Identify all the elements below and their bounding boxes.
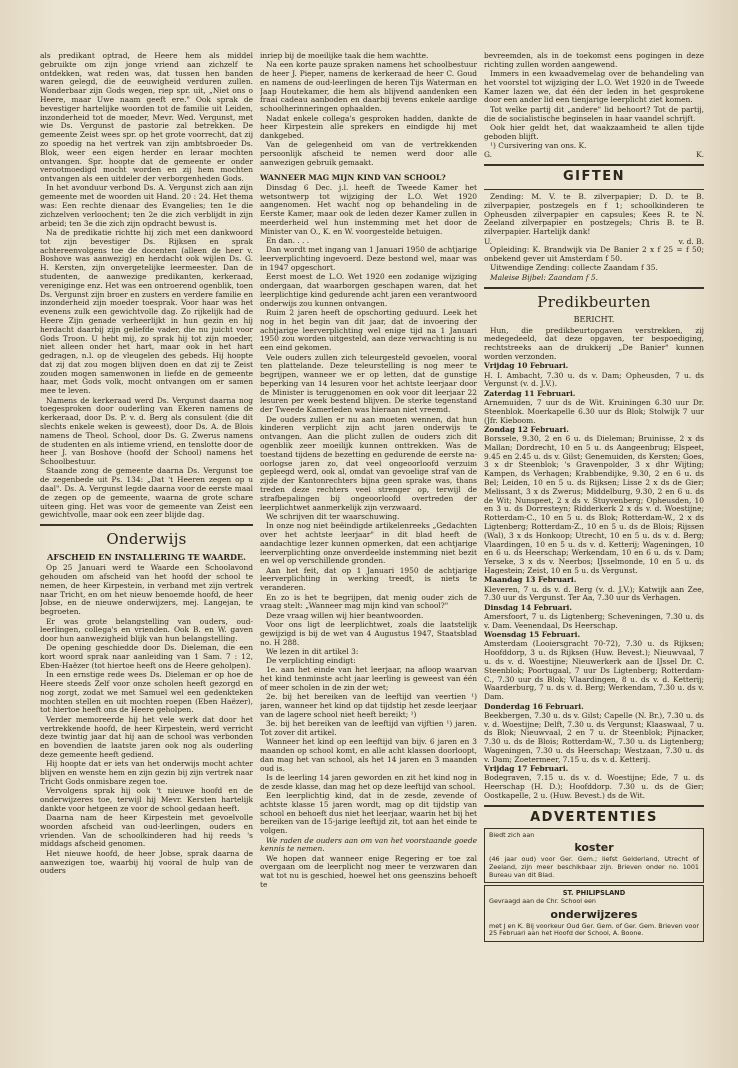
bericht-title: BERICHT. xyxy=(573,314,615,324)
paragraph: bevreemden, als in de toekomst eens pogingen in deze richting zullen worden aangewend. xyxy=(484,52,704,69)
paragraph: In een ernstige rede wees Ds. Dieleman er op hoe de Heere steeds Zelf voor onze scholen heeft gezorgd en nog zorgt, zodat we met Samuel wel een gedenkteken mochten stellen en uit mochten roepen (Eben Haëzer), tot hiertoe heeft ons de Heere geholpen. xyxy=(40,670,253,715)
paragraph: Bodegraven, 7.15 u. ds v. d. Woestijne; Ede, 7 u. ds Heerschap (H. D.); Hoofddorp. 7.30 u. ds de Gier; Oostkapelle, 2 u. (Huw. Bevest.) ds de Wit. xyxy=(484,773,704,800)
paragraph: Hij hoopte dat er iets van het onderwijs mocht achter blijven en wenste hem en zijn gezin bij zijn vertrek naar Tricht Gods onmisbare zegen toe. xyxy=(40,759,253,786)
advertenties-title: ADVERTENTIES xyxy=(530,809,658,825)
paragraph: Een leerplichtig kind, dat in de zesde, zevende of achtste klasse 15 jaren wordt, mag op dit tijdstip van school en behoeft dus niet het leerjaar, waarin het bij het bereiken van de 15-jarige leeftijd zit, tot aan het einde te volgen. xyxy=(260,791,477,836)
paragraph: 3e. bij het bereiken van de leeftijd van vijftien ¹) jaren. Tot zover dit artikel. xyxy=(260,719,477,737)
day-heading: Donderdag 16 Februari. xyxy=(484,701,584,711)
ad-body: met J en K. Bij voorkeur Oud Ger. Gem. of Ger. Gem. Brieven voor 25 Februari aan het Hoofd der School, A. Boone. xyxy=(489,921,699,938)
paragraph: En zo is het te begrijpen, dat menig ouder zich de vraag stelt: „Wanneer mag mijn kind van school?" xyxy=(260,592,477,611)
paragraph: Dinsdag 6 Dec. j.l. heeft de Tweede Kamer het wetsontwerp tot wijziging der L.O. Wet 1920 aangenomen. Het wacht nog op behandeling in de Eerste Kamer, maar ook de leden dezer Kamer zullen in meerderheid wel hun instemming met het door de Minister van O., K. en W. voorgestelde betuigen. xyxy=(260,182,477,236)
paragraph: Tot welke partij dit „andere" lid behoort? Tot de partij, die de socialistische beginselen in haar vaandel schrijft. xyxy=(484,104,704,123)
paragraph: Op 25 Januari werd te Waarde een Schoolavond gehouden om afscheid van het hoofd der school te nemen, de heer Kirpestein, in verband met zijn vertrek naar Tricht, en om het nieuw benoemde hoofd, de heer Jobse, en de nieuwe onderwijzers, mej. Langejan, te begroeten. xyxy=(40,563,253,617)
signature-right: v. d. B. xyxy=(678,236,704,246)
ad-intro: Biedt zich aan xyxy=(489,830,535,839)
paragraph: Nadat enkele collega's gesproken hadden, dankte de heer Kirpestein alle sprekers en eindigde hij met dankgebed. xyxy=(260,113,477,141)
divider xyxy=(484,164,704,166)
paragraph: De verplichting eindigt: xyxy=(266,656,356,666)
paragraph: Het nieuwe hoofd, de heer Jobse, sprak daarna de aanwezigen toe, waarbij hij vooral de hulp van de ouders xyxy=(40,848,253,876)
day-heading: Zondag 12 Februari. xyxy=(484,424,569,434)
day-heading: Maandag 13 Februari. xyxy=(484,575,577,585)
paragraph: Verder memoreerde hij het vele werk dat door het vertrekkende hoofd, de heer Kirpestein, werd verricht deze twintig jaar dat hij aan de school was verbonden en bovendien de laatste jaren ook nog als ouderling deze gemeente heeft gediend. xyxy=(40,714,253,759)
paragraph: als predikant optrad, de Heere hem als middel gebruikte om zijn jonge vriend aan zichzelf te ontdekken, wat reden was, dat tussen hen banden waren gelegd, die de eeuwigheid verduren zullen. Wonderbaar zijn Gods wegen, riep spr. uit, „Niet ons o Heere, maar Uwe naam geeft ere." Ook sprak de bevestiger hartelijke woorden tot de familie uit Leiden, inzonderheid tot de moeder, Mevr. Wed. Vergunst, met wie Ds. Vergunst de pastorie zal betrekken. De gemeente Zeist wees spr. op het grote voorrecht, dat zij zo spoedig na het vertrek van zijn ambtsbroeder Ds. Blok, weer een eigen herder en leraar mochten ontvangen. Spr. hoopte dat de gemeente er onder verootmoedigd mocht worden en zij hem mochten ontvangen als een uitdeler der verborgenheden Gods. xyxy=(40,52,253,184)
article-title: AFSCHEID EN INSTALLERING TE WAARDE. xyxy=(47,552,246,563)
ad-body: (46 jaar oud) voor Ger. Gem.; liefst Gelderland, Utrecht of Zeeland, zijn meer beschikbaar zijn. Brieven onder no. 1001 Bureau van dit Blad. xyxy=(489,855,699,879)
ad-intro: Gevraagd aan de Chr. School een xyxy=(489,896,596,905)
paragraph: In het avonduur verbond Ds. A. Vergunst zich aan zijn gemeente met de woorden uit Hand. 20 : 24. Het thema was: Een rechte dienaar des Evangelies; ten 1e die zichzelven verloochent; ten 2e die zich verblijdt in zijn arbeid; ten 3e die zich zijn opdracht bewust is. xyxy=(40,183,253,228)
paragraph: We lezen in dit artikel 3: xyxy=(266,646,359,656)
divider xyxy=(40,524,253,526)
paragraph: Arnemuiden, 7 uur ds de Wit. Kruiningen 6.30 uur Dr. Steenblok. Moerkapelle 6.30 uur ds Blok; Stolwijk 7 uur (Jfr. Kieboom. xyxy=(484,397,704,425)
paragraph: De opening geschiedde door Ds. Dieleman, die een kort woord sprak naar aanleiding van 1 Sam. 7 : 12, Eben-Haëzer (tot hiertoe heeft ons de Heere geholpen). xyxy=(40,643,253,670)
day-heading: Woensdag 15 Februari. xyxy=(484,630,581,640)
paragraph: Amsterdam (Looiersgracht 70-72), 7.30 u. ds Rijksen; Hoofddorp, 3 u. ds Rijksen (Huw. Bevest.); Nieuwvaal, 7 u. ds v. d. Woestijne; Nieuwerkerk aan de IJssel Dr. C. Steenblok; Poortugaal, 7 uur Ds Ligtenberg; Rotterdam-C., 7.30 uur ds Blok; Vlaardingen, 8 u. ds v. d. Ketterij; Waarderburg, 7 u. ds v. d. Berg; Werkendam, 7.30 u. ds v. Dam. xyxy=(484,639,704,702)
paragraph: We hopen dat wanneer enige Regering er toe zal overgaan om de leerplicht nog meer te verzwaren dan wat tot nu is geschied, hoewel het ons geenszins behoeft te xyxy=(260,853,477,890)
advertisement-onderwijzeres xyxy=(484,885,704,942)
paragraph: De ouders zullen er nu aan moeten wennen, dat hun kinderen verplicht zijn acht jaren onderwijs te ontvangen. Aan die plicht zullen de ouders zich dit ogenblik zeer moeilijk kunnen onttrekken. Was de toestand tijdens de bezetting en gedurende de eerste na-oorlogse jaren zo, dat veel ongeoorloofd verzuim gepleegd werd, ook al, omdat van gevoelige straf van de zijde der Kantonrechters bijna geen sprake was, thans treden deze rechters veel strenger op, terwijl de strafbepalingen bij ongeoorloofd overtreden der leerplichtwet aanmerkelijk zijn verzwaard. xyxy=(260,414,477,512)
footnote: ¹) Cursivering van ons. K. xyxy=(490,140,587,150)
advertisement-koster xyxy=(484,828,704,883)
day-heading: Vrijdag 10 Februari. xyxy=(484,361,569,371)
paragraph: In onze nog niet beëindigde artikelenreeks „Gedachten over het achtste leerjaar" in dit blad heeft de aandachtige lezer kunnen opmerken, dat een achtjarige leerverplichting onze onverdeelde instemming niet bezit en wel op verschillende gronden. xyxy=(260,521,477,566)
paragraph: Kleveren, 7 u. ds v. d. Berg (v. d. J.V.); Katwijk aan Zee, 7.30 uur ds Vergunst. Ter Aa, 7.30 uur ds Verhagen. xyxy=(484,584,704,603)
paragraph: Hun, die predikbeurtopgaven verstrekken, zij medegedeeld, dat deze opgaven, ter bespoediging, rechtstreeks aan de drukkerij „De Banier" kunnen worden verzonden. xyxy=(484,325,704,361)
paragraph: Borssele, 9.30, 2 en 6 u. ds Dieleman; Bruinisse, 2 x ds Mallan; Dordrecht, 10 en 5 u. ds Aangeenbrug; Elspeet, 9.45 en 2.45 u. ds v. Gilst; Genemuiden, ds Kersten; Goes, 3 x dr Steenblok; 's Gravenpolder, 3 x dhr Wijting; Kampen, ds Verhagen; Krabbendijke, 9.30, 2 en 6 u. ds Bel; Leiden, 10 en 5 u. ds Rijksen; Lisse 2 x ds de Gier; Melissant, 3 x ds Zwerus; Middelburg, 9.30, 2 en 6 u. ds de Wit; Nunspeet, 2 x ds v. Stuyvenberg; Opheusden, 10 en 3 u. ds Dorresteyn; Ridderkerk 2 x ds v. d. Woestijne; Rotterdam-C., 10 en 5 u. ds Blok; Rotterdam-W., 2 x ds Ligtenberg; Rotterdam-Z., 10 en 5 u. ds de Blois; Rijssen (Wal), 3 x ds Honkoop; Utrecht, 10 en 5 u. ds v. d. Berg; Vlaardingen, 10 en 5 u. ds v. d. Ketterij; Wageningen, 10 en 6 u. ds Heerschap; Werkendam, 10 en 6 u. ds v. Dam; Yerseke, 3 x ds v. Neerbos; IJsselmonde, 10 en 5 u. ds Hagestein; Zeist, 10 en 5 u. ds Vergunst. xyxy=(484,434,704,576)
paragraph: 2e. bij het bereiken van de leeftijd van veertien ¹) jaren, wanneer het kind op dat tijdstip het zesde leerjaar van de lagere school niet heeft bereikt; ¹) xyxy=(260,692,477,719)
column-3 xyxy=(484,52,704,1052)
paragraph: Deze vraag willen wij hier beantwoorden. xyxy=(266,610,424,620)
paragraph: Aan het feit, dat op 1 Januari 1950 de achtjarige leerverplichting in werking treedt, is niets te veranderen. xyxy=(260,565,477,593)
paragraph: Voor ons ligt de leerplichtwet, zoals die laatstelijk gewijzigd is bij de wet van 4 Augustus 1947, Staatsblad no. H 288. xyxy=(260,619,477,647)
divider xyxy=(484,287,704,289)
day-heading: Zaterdag 11 Februari. xyxy=(484,388,576,398)
column-2 xyxy=(260,52,477,1052)
paragraph: En dan. . . . xyxy=(266,236,310,246)
signature-right: K. xyxy=(696,150,704,160)
signature-left: G. xyxy=(484,150,493,160)
paragraph: Na een korte pauze spraken namens het schoolbestuur de heer J. Pieper, namens de kerkeraad de heer C. Goud en namens de oud-leerlingen de heren Tijs Waterman en Jaap Houtekamer, die hem als blijvend aandenken een fraai cadeau aanboden en daarbij tevens enkele aardige schoolherinneringen ophaalden. xyxy=(260,60,477,114)
paragraph: Er was grote belangstelling van ouders, oud-leerlingen, collega's en vrienden. Ook B. en W. gaven door hun aanwezigheid blijk van hun belangstelling. xyxy=(40,616,253,644)
day-heading: Dinsdag 14 Februari. xyxy=(484,602,572,612)
paragraph: Eerst moest de L.O. Wet 1920 een zodanige wijziging ondergaan, dat waarborgen geschapen waren, dat het leerplichtige kind gedurende acht jaren een verantwoord onderwijs zou kunnen ontvangen. xyxy=(260,272,477,308)
paragraph: Amersfoort, 7 u. ds Ligtenberg; Scheveningen, 7.30 u. ds v. Dam. Veenendaal, Ds Heerschap. xyxy=(484,612,704,630)
paragraph: Na de predikatie richtte hij zich met een dankwoord tot zijn bevestiger Ds. Rijksen en sprak achtereenvolgens toe de docenten (alleen de heer v. Boshove was aanwezig) en herdacht ook wijlen Ds. G. H. Kersten, zijn onvergetelijke leermeester. Dan de studenten, de aanwezige predikanten, kerkeraad, vereniginge enz. Het was een ontroerend ogenblik, toen Ds. Vergunst zijn broer en zusters en verdere familie en inzonderheid zijn moeder toesprak. Voor haar was het evenens zulk een gewichtvolle dag. Zo rijkelijk had de Heere Zijn genade verheerlijkt in hun gezin en hij herdacht daarbij zijn geliefde vader, die nu juicht voor Gods Troon. U hebt mij, zo sprak hij tot zijn moeder, niet alleen onder het hart, maar ook in het hart gedragen, n.l. op de vleugelen des gebeds. Hij hoopte dat zij dat zou mogen blijven doen en dat zij te Zeist zouden mogen samenwonen in liefde en de gemeente haar, met Gods volk, mocht ontvangen om er samen mee te leven. xyxy=(40,227,253,396)
predikbeurten-title: Predikbeurten xyxy=(537,292,651,311)
paragraph: Staande zong de gemeente daarna Ds. Vergunst toe de zegenbede uit Ps. 134: „Dat 't Heeren zegen op u daal". Ds. A. Vergunst legde daarna voor de eerste maal de zegen op de gemeente, waarna de grote schare uiteen ging. Het was voor de gemeente van Zeist een gewichtvolle, maar ook een zeer blijde dag. xyxy=(40,466,253,520)
paragraph: Zending: M. V. te B. zilverpapier; D. D. te B. zilverpapier, postzegels en f 1; schoolkinderen te Opheusden zilverpapier en capsules; Kees R. te N. Zeeland zilverpapier en postzegels; Chris B. te B. zilverpapier. Hartelijk dank! xyxy=(484,192,704,237)
paragraph: inriep bij de moeilijke taak die hem wachtte. xyxy=(260,52,429,60)
paragraph: Uitwendige Zending: collecte Zaandam f 35. xyxy=(490,263,658,273)
paragraph: Ruim 2 jaren heeft de opschorting geduurd. Leek het nog in het begin van dit jaar, dat de invoering der achtjarige leerverplichting wel enige tijd na 1 Januari 1950 zou worden uitgesteld, aan deze verwachting is nu een eind gekomen. xyxy=(260,308,477,353)
paragraph: We raden de ouders aan om van het voorstaande goede kennis te nemen. xyxy=(260,835,477,854)
signature-line xyxy=(484,151,704,160)
paragraph: We schrijven dit ter waarschuwing. xyxy=(266,511,400,521)
day-heading: Vrijdag 17 Februari. xyxy=(484,764,569,774)
paragraph: H. I. Ambacht, 7.30 u. ds v. Dam; Opheusden, 7 u. ds Vergunst (v. d. J.V.). xyxy=(484,370,704,389)
divider xyxy=(484,805,704,807)
divider xyxy=(484,189,704,190)
signature-left: U. xyxy=(484,236,492,246)
paragraph: 1e. aan het einde van het leerjaar, na afloop waarvan het kind tenminste acht jaar leerling is geweest van één of meer scholen in de zin der wet; xyxy=(260,665,477,692)
paragraph: Dan wordt met ingang van 1 Januari 1950 de achtjarige leerverplichting ingevoerd. Deze bestond wel, maar was in 1947 opgeschort. xyxy=(260,245,477,273)
paragraph: Immers in een kwaadvemelag over de behandeling van het voorstel tot wijziging der L.O. Wet 1920 in de Tweede Kamer lazen we, dat één der leden in het gesprokene door een ander lid een tienjarige leerplicht ziet komen. xyxy=(484,69,704,105)
paragraph: Vele ouders zullen zich teleurgesteld gevoelen, vooral ten plattelande. Deze teleurstelling is nog meer te begrijpen, wanneer we er op letten, dat de gunstige beperking van 14 lesuren voor het achtste leerjaar door de Minister is teruggenomen en ook voor dit leerjaar 22 lesuren per week bestend blijven. De sterke tegenstand der Tweede Kamerleden was hieraan niet vreemd. xyxy=(260,352,477,415)
section-title-onderwijs: Onderwijs xyxy=(106,530,187,549)
ad-headline: koster xyxy=(574,841,614,855)
paragraph: Daarna nam de heer Kirpestein met gevoelvolle woorden afscheid van oud-leerlingen, ouders en vrienden. Van de schoolkinderen had hij reeds 's middags afscheid genomen. xyxy=(40,813,253,849)
paragraph: Is de leerling 14 jaren geworden en zit het kind nog in de zesde klasse, dan mag het op deze leeftijd van school. xyxy=(260,772,477,791)
article-title: WANNEER MAG MIJN KIND VAN SCHOOL? xyxy=(260,172,446,182)
giften-title: GIFTEN xyxy=(562,169,625,185)
paragraph: Namens de kerkeraad werd Ds. Vergunst daarna nog toegesproken door ouderling van Ekeren namens de kerkeraad, door Ds. P. v. d. Berg als consulent (die dit slechts enkele weken is geweest), door Ds. A. de Blois namens de Theol. School, door Ds. G. Zwerus namens de studenten en als intieme vriend, en tenslotte door de heer J. van Boshove (hoofd der School) namens het Schoolbestuur. xyxy=(40,395,253,467)
paragraph: Opleiding: K. Brandwijk via De Banier 2 x f 25 = f 50; onbekend gever uit Amsterdam f 50. xyxy=(484,245,704,264)
paragraph: Maleise Bijbel: Zaandam f 5. xyxy=(490,272,599,282)
column-1 xyxy=(40,52,253,1052)
ad-headline: onderwijzeres xyxy=(550,907,638,921)
ad-place: ST. PHILIPSLAND xyxy=(562,889,626,898)
paragraph: Vervolgens sprak hij ook 't nieuwe hoofd en de onderwijzeres toe, terwijl hij Mevr. Kersten hartelijk dankte voor hetgeen ze voor de school gedaan heeft. xyxy=(40,786,253,813)
paragraph: Ook hier geldt het, dat waakzaamheid te allen tijde geboden blijft. xyxy=(484,122,704,141)
paragraph: Wanneer het kind op een leeftijd van bijv. 6 jaren en 3 maanden op school komt, en alle acht klassen doorloopt, dan mag het van school, als het 14 jaren en 3 maanden oud is. xyxy=(260,737,477,773)
paragraph: Van de gelegenheid om van de vertrekkenden persoonlijk afscheid te nemen werd door alle aanwezigen gebruik gemaakt. xyxy=(260,140,477,168)
paragraph: Beekbergen, 7.30 u. ds v. Gilst; Capelle (N. Br.), 7.30 u. ds v. d. Woestijne; Delft, 7.30 u. ds Vergunst; Klaaswaal, 7 u. ds Blok; Nieuwvaal, 2 en 7 u. dr Steenblok; Pijnacker, 7.30 u. ds de Blois; Rotterdam-W., 7.30 u. ds Ligtenberg; Wageningen, 7.30 u. ds Heerschap; Westzaan, 7.30 u. ds v. Dam; Zoetermeer, 7.15 u. ds v. d. Ketterij. xyxy=(484,710,704,764)
